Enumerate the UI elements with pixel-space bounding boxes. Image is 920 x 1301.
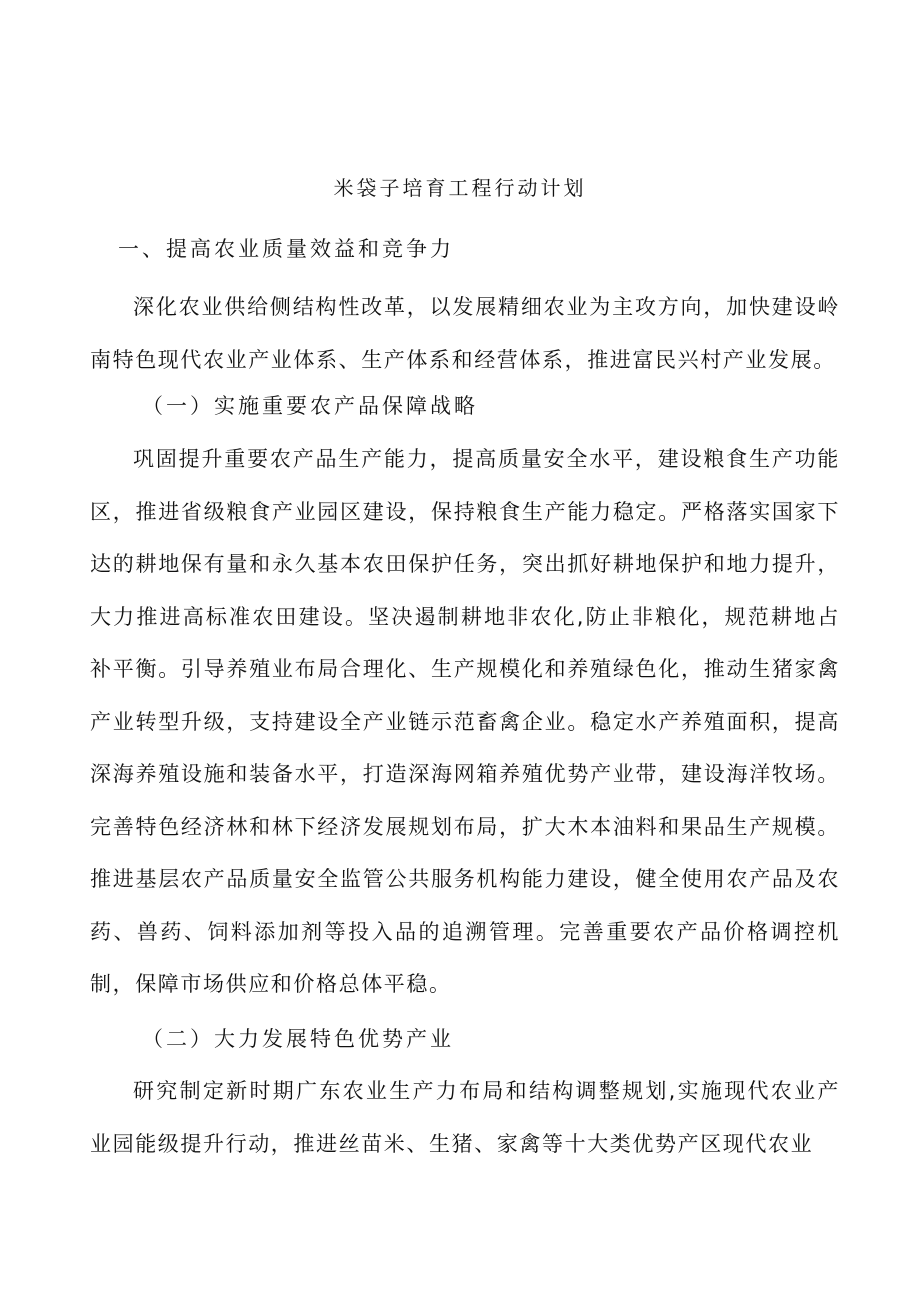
section-intro-paragraph: 深化农业供给侧结构性改革，以发展精细农业为主攻方向，加快建设岭南特色现代农业产业体系、生产体系和经营体系，推进富民兴村产业发展。	[90, 295, 840, 372]
subsection-heading-1: （一）实施重要农产品保障战略	[142, 394, 478, 418]
document-title: 米袋子培育工程行动计划	[333, 176, 587, 200]
subsection-1-paragraph: 巩固提升重要农产品生产能力，提高质量安全水平，建设粮食生产功能区，推进省级粮食产业园区建设，保持粮食生产能力稳定。严格落实国家下达的耕地保有量和永久基本农田保护任务，突出抓好耕地保护和地力提升，大力推进高标准农田建设。坚决遏制耕地非农化,防止非粮化，规范耕地占补平衡。引导养殖业布局合理化、生产规模化和养殖绿色化，推动生猪家禽产业转型升级，支持建设全产业链示范畜禽企业。稳定水产养殖面积，提高深海养殖设施和装备水平，打造深海网箱养殖优势产业带，建设海洋牧场。完善特色经济林和林下经济发展规划布局，扩大木本油料和果品生产规模。推进基层农产品质量安全监管公共服务机构能力建设，健全使用农产品及农药、兽药、饲料添加剂等投入品的追溯管理。完善重要农产品价格调控机制，保障市场供应和价格总体平稳。	[90, 447, 840, 996]
subsection-heading-2: （二）大力发展特色优势产业	[142, 1027, 454, 1051]
section-heading: 一、提高农业质量效益和竞争力	[118, 237, 454, 261]
subsection-2-paragraph: 研究制定新时期广东农业生产力布局和结构调整规划,实施现代农业产业园能级提升行动，推进丝苗米、生猪、家禽等十大类优势产区现代农业	[90, 1079, 840, 1156]
